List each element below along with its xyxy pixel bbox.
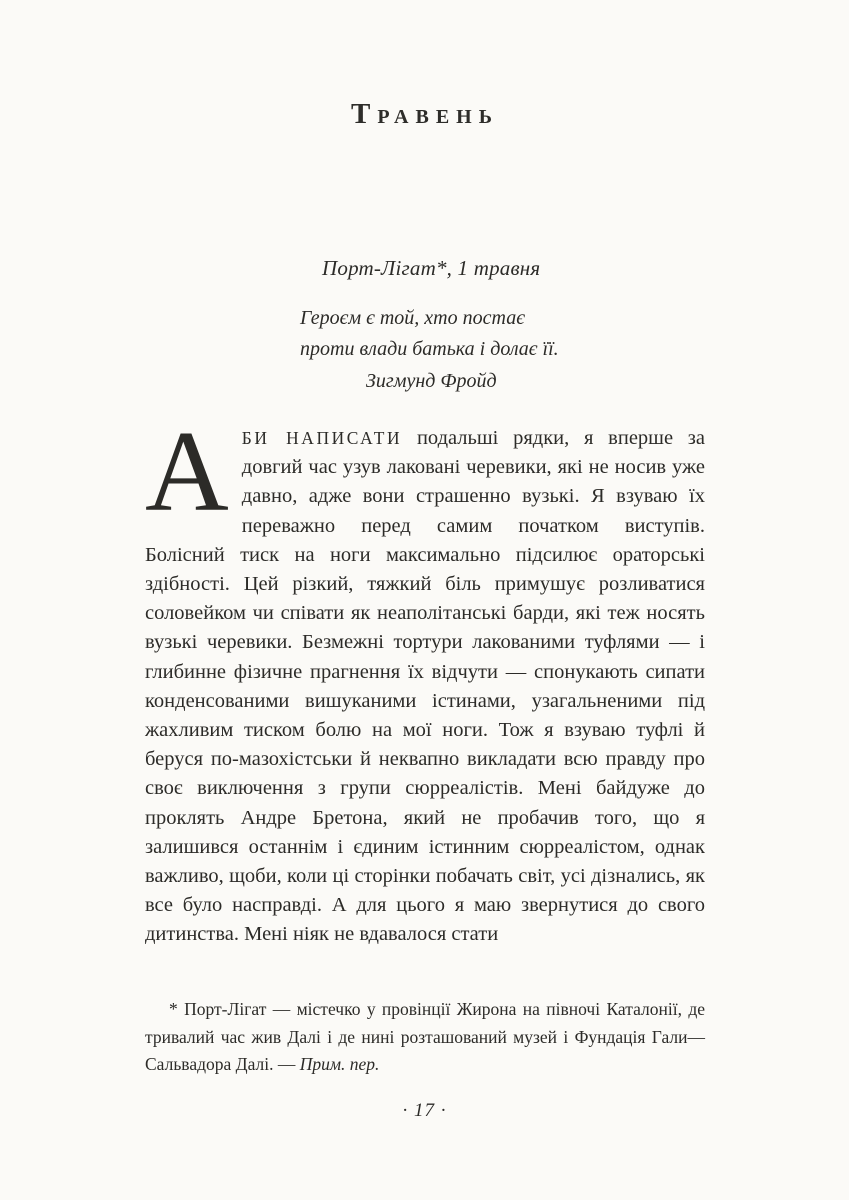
footnote	[145, 996, 705, 1079]
paragraph-text: подальші рядки, я вперше за довгий час узув лаковані черевики, які не носив уже давно, адже вони страшенно вузькі. Я взуваю їх переважно перед самим початком виступів. Болісний тиск на ноги максимально підсилює ораторські здібності. Цей різкий, тяжкий біль примушує розливатися соловейком чи співати як неаполітанські барди, які теж носять вузькі черевики. Безмежні тортури лакованими туфлями — і глибинне фізичне прагнення їх відчути — спонукають сипати конденсованими вишуканими істинами, узагальненими під жахливим тиском болю на мої ноги. Тож я взуваю туфлі й беруся по-мазохістськи й неквапно викладати всю правду про своє виключення з групи сюрреалістів. Мені байдуже до проклять Андре Бретона, який не пробачив того, що я залишився останнім і єдиним істинним сюрреалістом, однак важливо, щоби, коли ці сторінки побачать світ, усі дізнались, як все було насправді. А для цього я маю звернутися до свого дитинства. Мені ніяк не вдавалося стати	[145, 427, 705, 946]
chapter-title: Травень	[351, 98, 499, 130]
page-number: · 17 ·	[402, 1100, 447, 1121]
epigraph-attribution: Зигмунд Фройд	[366, 370, 497, 392]
footnote-text: * Порт-Лігат — містечко у провінції Жирона на півночі Каталонії, де тривалий час жив Далі і де нині розташований музей і Фундація Гали—Сальвадора Далі. —	[145, 999, 705, 1074]
footnote-translator-note: Прим. пер.	[299, 1054, 380, 1074]
epigraph-line-2: проти влади батька і долає її.	[300, 338, 559, 360]
epigraph	[300, 303, 559, 397]
drop-cap: А	[145, 408, 229, 536]
dateline: Порт-Лігат*, 1 травня	[322, 256, 541, 280]
epigraph-line-1: Героєм є той, хто постає	[300, 307, 525, 329]
lead-in-smallcaps: БИ НАПИСАТИ	[241, 428, 403, 448]
body-paragraph	[145, 408, 705, 950]
